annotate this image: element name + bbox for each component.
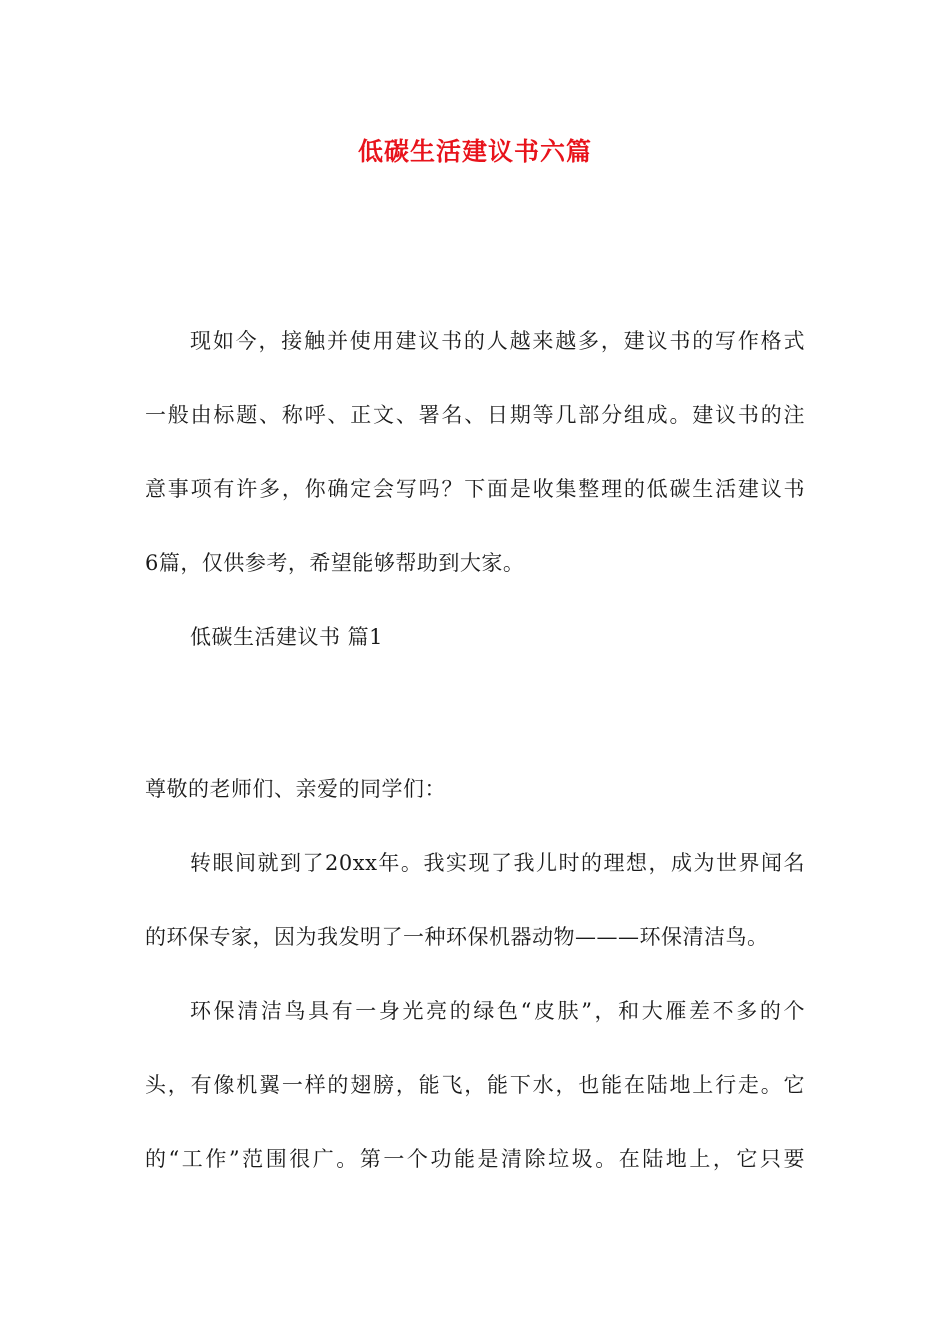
paragraph2-line-2: 头，有像机翼一样的翅膀，能飞，能下水，也能在陆地上行走。它 (145, 1073, 805, 1097)
paragraph1-line-1: 转眼间就到了20xx年。我实现了我儿时的理想，成为世界闻名 (190, 851, 805, 875)
intro-line-4: 6篇，仅供参考，希望能够帮助到大家。 (145, 551, 525, 575)
intro-line-2: 一般由标题、称呼、正文、署名、日期等几部分组成。建议书的注 (145, 403, 805, 427)
intro-line-1: 现如今，接触并使用建议书的人越来越多，建议书的写作格式 (190, 329, 805, 353)
paragraph1-line-2: 的环保专家，因为我发明了一种环保机器动物———环保清洁鸟。 (145, 925, 769, 949)
paragraph2-line-3: 的“工作”范围很广。第一个功能是清除垃圾。在陆地上，它只要 (145, 1147, 805, 1171)
document-title: 低碳生活建议书六篇 (357, 137, 592, 166)
intro-line-3: 意事项有许多，你确定会写吗？下面是收集整理的低碳生活建议书 (145, 477, 805, 501)
salutation: 尊敬的老师们、亲爱的同学们： (145, 777, 446, 801)
paragraph2-line-1: 环保清洁鸟具有一身光亮的绿色“皮肤”，和大雁差不多的个 (190, 999, 805, 1023)
section-heading: 低碳生活建议书 篇1 (190, 625, 384, 649)
